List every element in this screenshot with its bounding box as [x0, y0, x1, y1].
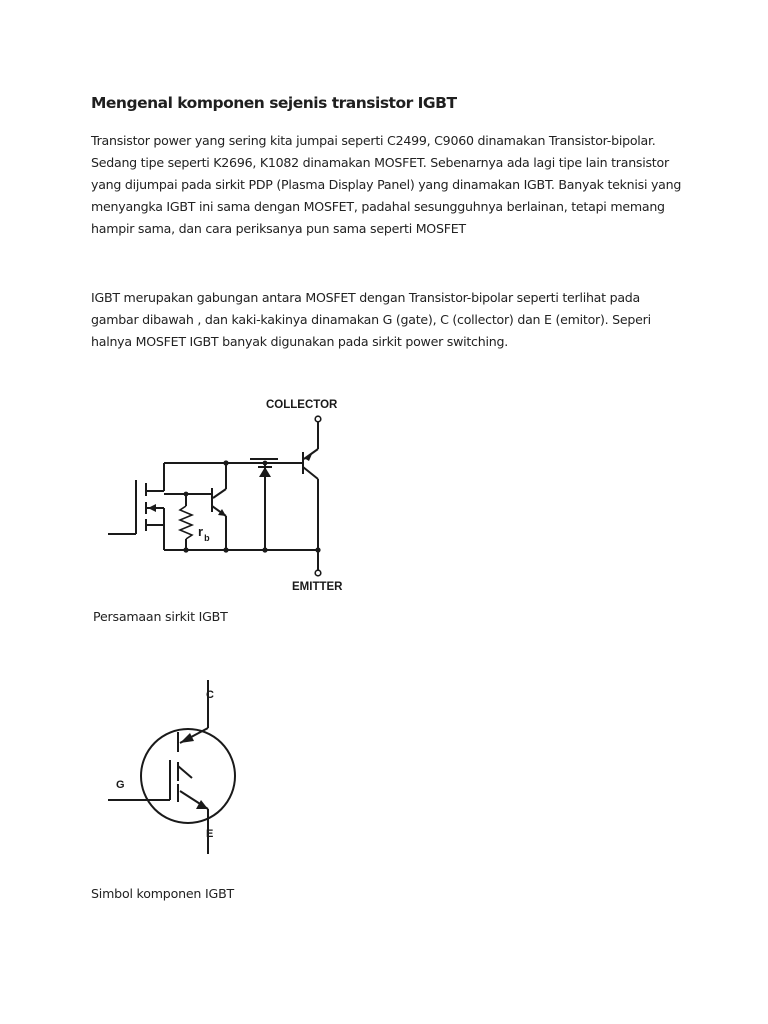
emitter-terminal	[315, 570, 321, 576]
paragraph-line: Transistor power yang sering kita jumpai seperti C2499, C9060 dinamakan Transistor-bipolar.	[91, 133, 656, 148]
collector-label: COLLECTOR	[266, 399, 338, 411]
igbt-gate-label: G	[116, 779, 125, 791]
paragraph-line: halnya MOSFET IGBT banyak digunakan pada sirkit power switching.	[91, 334, 508, 350]
paragraph-line: gambar dibawah , dan kaki-kakinya dinamakan G (gate), C (collector) dan E (emitor). Seperi	[91, 312, 651, 328]
paragraph-line: IGBT merupakan gabungan antara MOSFET dengan Transistor-bipolar seperti terlihat pada	[91, 290, 641, 305]
igbt-emitter-label: E	[206, 828, 214, 840]
paragraph-line: hampir sama, dan cara periksanya pun sama seperti MOSFET	[91, 221, 466, 237]
igbt-equivalent-circuit-diagram	[100, 388, 370, 598]
emitter-label: EMITTER	[292, 581, 343, 593]
paragraph-line: menyangka IGBT ini sama dengan MOSFET, padahal sesungguhnya berlainan, tetapi memang	[91, 199, 665, 215]
paragraph-igbt-explanation	[91, 287, 691, 353]
igbt-symbol-diagram	[100, 676, 250, 858]
figure2-caption: Simbol komponen IGBT	[91, 886, 234, 901]
igbt-collector-label: C	[206, 689, 214, 701]
collector-terminal	[315, 416, 321, 422]
document-title: Mengenal komponen sejenis transistor IGBT	[91, 94, 457, 112]
rb-label: $r_b$	[198, 524, 210, 543]
paragraph-intro	[91, 130, 691, 240]
paragraph-line: Sedang tipe seperti K2696, K1082 dinamakan MOSFET. Sebenarnya ada lagi tipe lain transistor	[91, 155, 669, 171]
paragraph-line: yang dijumpai pada sirkit PDP (Plasma Display Panel) yang dinamakan IGBT. Banyak teknisi yang	[91, 177, 682, 193]
figure1-caption: Persamaan sirkit IGBT	[93, 609, 228, 624]
